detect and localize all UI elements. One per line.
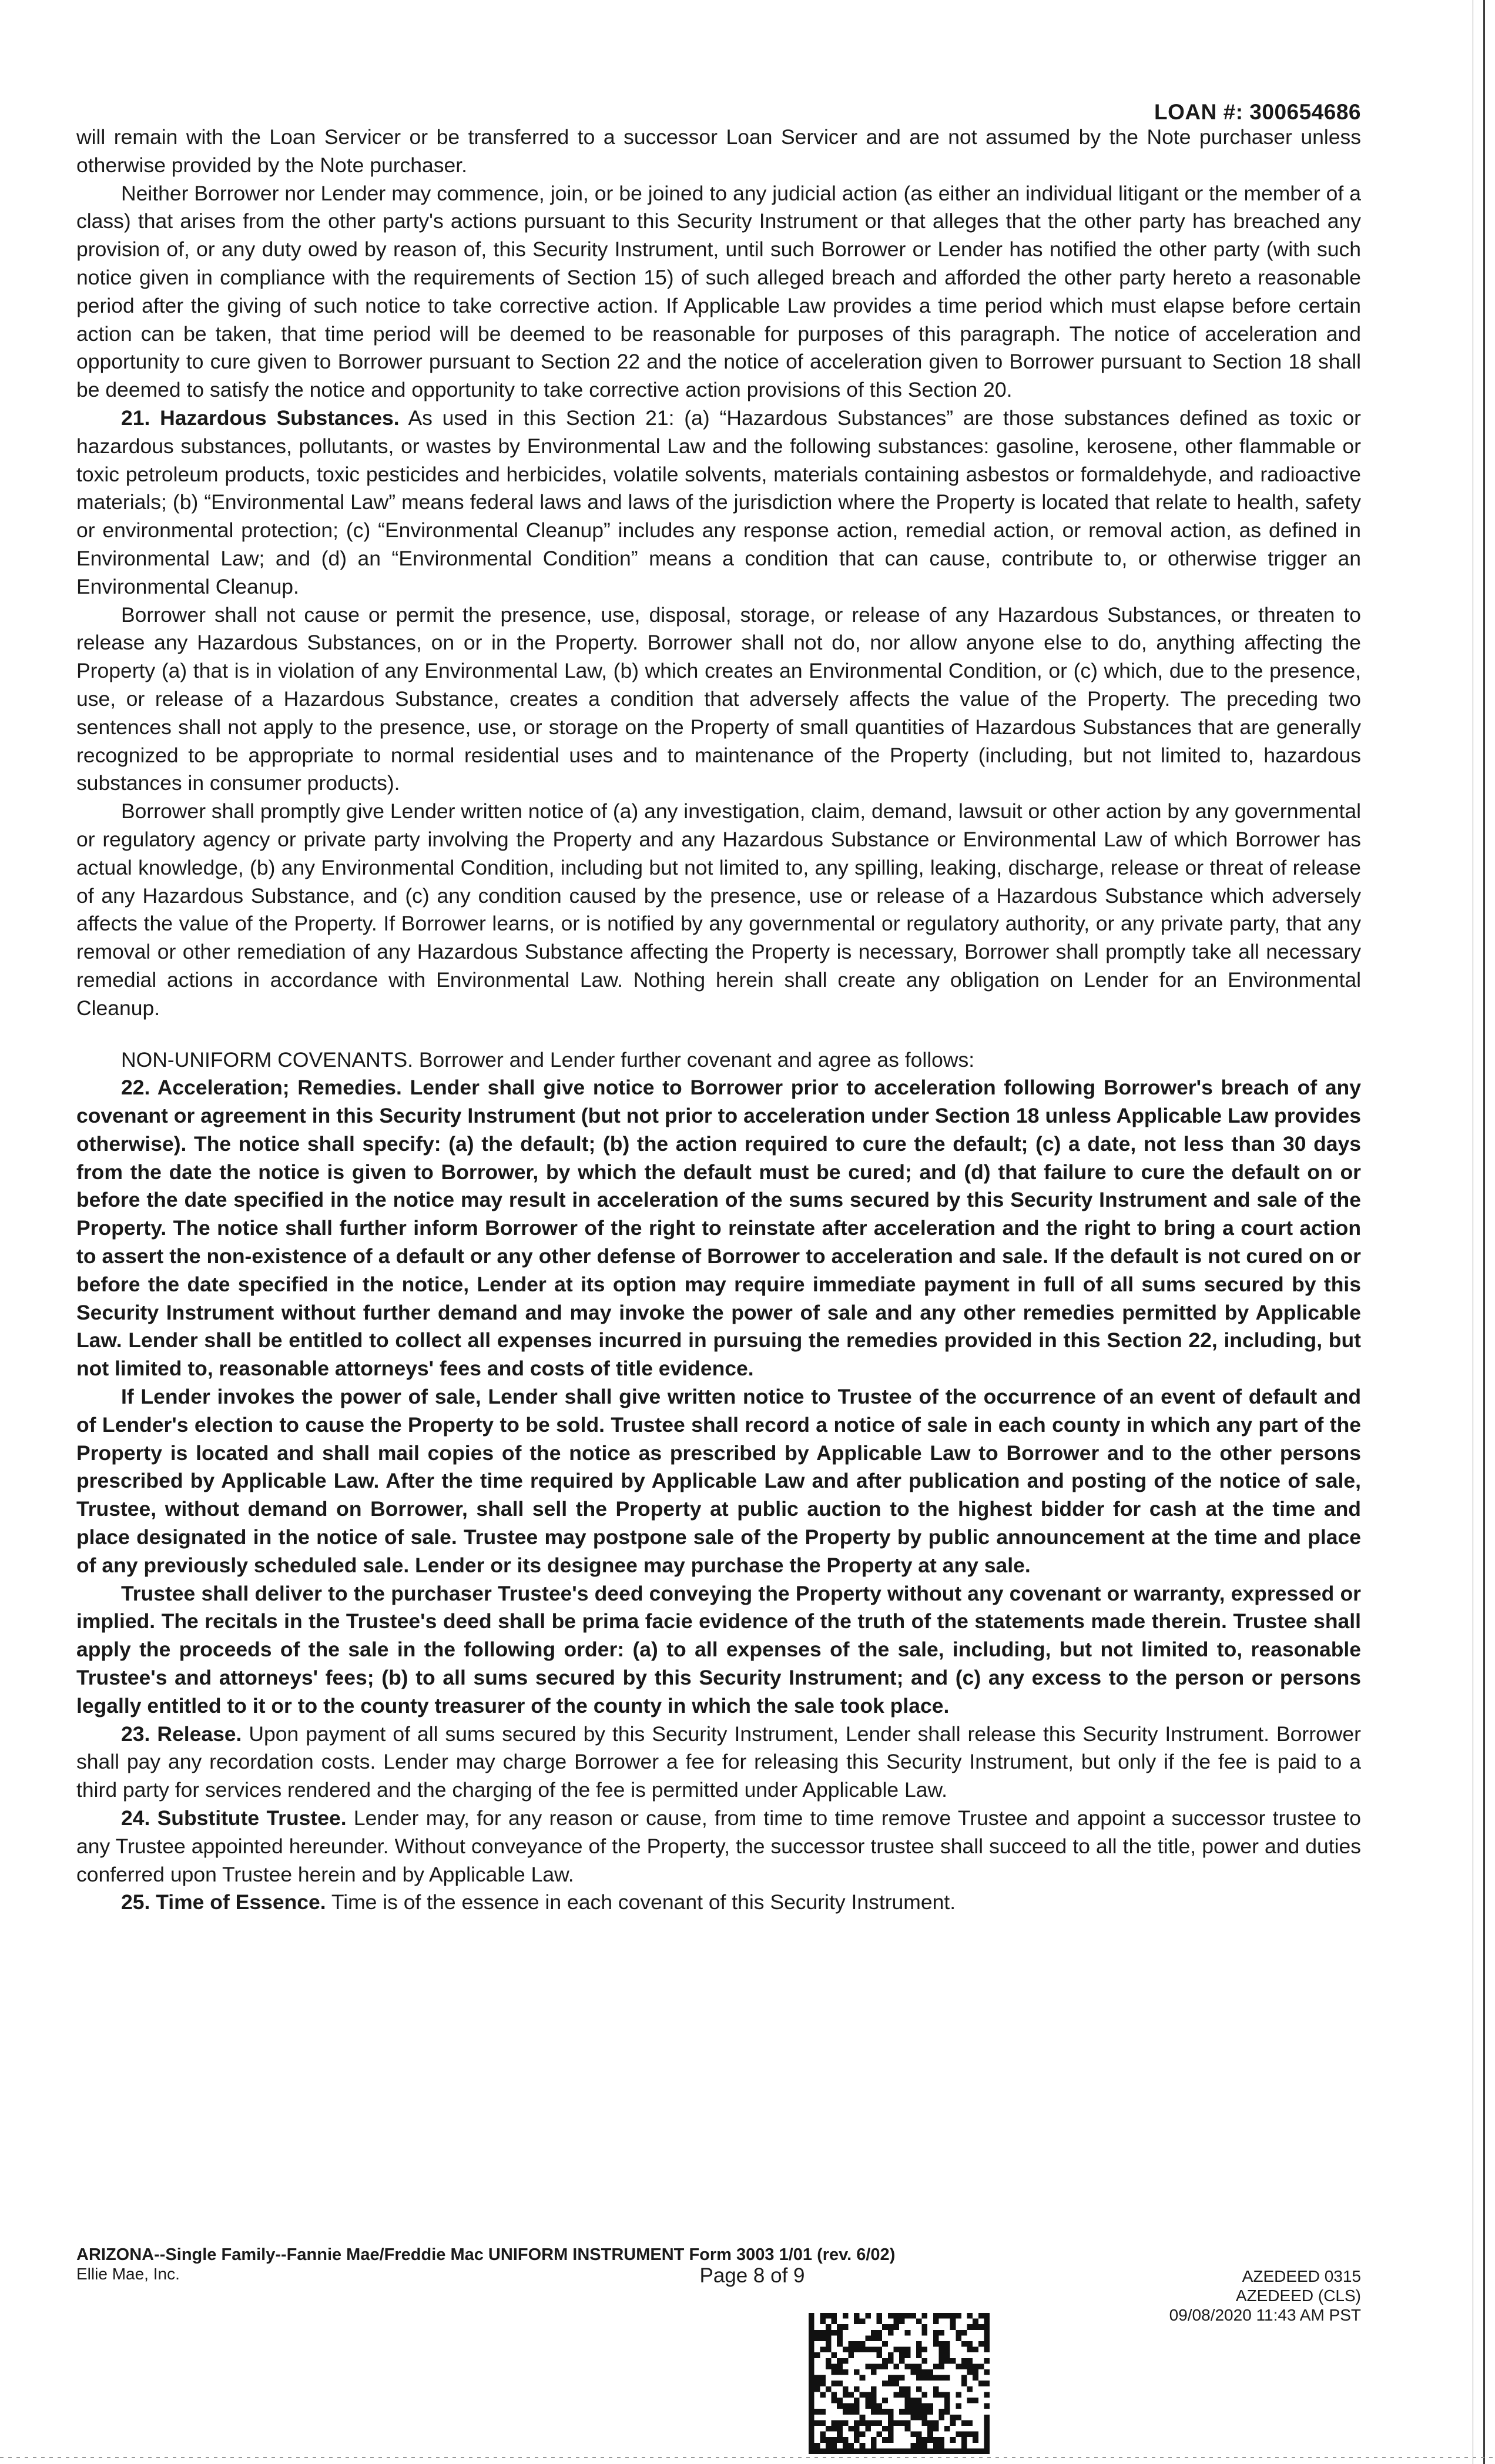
section-24-text: Lender may, for any reason or cause, from time to time remove Trustee and appoint a successor trustee to any Trustee appointed hereunder. Without conveyance of the Property, the successor trustee shall succeed to all the title, power and duties conferred upon Trustee herein and by Applicable Law.	[76, 1806, 1362, 1886]
section-21-text: As used in this Section 21: (a) “Hazardous Substances” are those substances defined as toxic or hazardous substances, pollutants, or wastes by Environmental Law and the following substances: gasoline, kerosene, other flammable or toxic petroleum products, toxic pesticides and herbicides, volatile solvents, materials containing asbestos or formaldehyde, and radioactive materials; (b) “Environmental Law” means federal laws and laws of the jurisdiction where the Property is located that relate to health, safety or environmental protection; (c) “Environmental Cleanup” includes any response action, remedial action, or removal action, as defined in Environmental Law; and (d) an “Environmental Condition” means a condition that can cause, contribute to, or otherwise trigger an Environmental Cleanup.	[76, 406, 1362, 598]
footer-codes	[999, 2267, 1361, 2325]
section-22-power-of-sale: If Lender invokes the power of sale, Lender shall give written notice to Trustee of the occurrence of an event of default and of Lender's election to cause the Property to be sold. Trustee shall record a notice of sale in each county in which any part of the Property is located and shall mail copies of the notice as prescribed by Applicable Law to Borrower and to the other persons prescribed by Applicable Law. After the time required by Applicable Law and after publication and posting of the notice of sale, Trustee, without demand on Borrower, shall sell the Property at public auction to the highest bidder for cash at the time and place designated in the notice of sale. Trustee may postpone sale of the Property by public announcement at the time and place of any previously scheduled sale. Lender or its designee may purchase the Property at any sale.	[76, 1385, 1361, 1577]
2d-barcode-icon	[809, 2313, 990, 2454]
print-timestamp: 09/08/2020 11:43 AM PST	[1169, 2306, 1361, 2324]
non-uniform-covenants: NON-UNIFORM COVENANTS. Borrower and Lender further covenant and agree as follows:	[121, 1047, 975, 1072]
section-23-heading: 23. Release.	[121, 1722, 242, 1746]
section-25-heading: 25. Time of Essence.	[121, 1890, 326, 1914]
section-25	[76, 1889, 1361, 1917]
section-23	[76, 1720, 1361, 1805]
form-title: ARIZONA--Single Family--Fannie Mae/Freddie Mac UNIFORM INSTRUMENT Form 3003 1/01 (rev. 6/02)	[76, 2245, 896, 2264]
section-24	[76, 1805, 1361, 1889]
section-21-paragraph-2: Borrower shall not cause or permit the presence, use, disposal, storage, or release of any Hazardous Substances, or threaten to release any Hazardous Substances, on or in the Property. Borrower shall not do, nor allow anyone else to do, anything affecting the Property (a) that is in violation of any Environmental Law, (b) which creates an Environmental Condition, or (c) which, due to the presence, use, or release of a Hazardous Substance, creates a condition that adversely affects the value of the Property. The preceding two sentences shall not apply to the presence, use, or storage on the Property of small quantities of Hazardous Substances that are generally recognized to be appropriate to normal residential uses and to maintenance of the Property (including, but not limited to, hazardous substances in consumer products).	[76, 602, 1361, 795]
document-body	[76, 123, 1361, 1917]
scan-bottom-edge	[0, 2457, 1495, 2458]
section-22-trustee-deed: Trustee shall deliver to the purchaser Trustee's deed conveying the Property without any covenant or warranty, expressed or implied. The recitals in the Trustee's deed shall be prima facie evidence of the truth of the statements made therein. Trustee shall apply the proceeds of the sale in the following order: (a) to all expenses of the sale, including, but not limited to, reasonable Trustee's and attorneys' fees; (b) to all sums secured by this Security Instrument; and (c) any excess to the person or persons legally entitled to it or to the county treasurer of the county in which the sale took place.	[76, 1581, 1361, 1718]
paragraph-judicial-action: Neither Borrower nor Lender may commence, join, or be joined to any judicial action (as either an individual litigant or the member of a class) that arises from the other party's actions pursuant to this Security Instrument or that alleges that the other party has breached any provision of, or any duty owed by reason of, this Security Instrument, until such Borrower or Lender has notified the other party (with such notice given in compliance with the requirements of Section 15) of such alleged breach and afforded the other party hereto a reasonable period after the giving of such notice to take corrective action. If Applicable Law provides a time period which must elapse before certain action can be taken, that time period will be deemed to be reasonable for purposes of this paragraph. The notice of acceleration and opportunity to cure given to Borrower pursuant to Section 22 and the notice of acceleration given to Borrower pursuant to Section 18 shall be deemed to satisfy the notice and opportunity to take corrective action provisions of this Section 20.	[76, 181, 1361, 402]
section-21	[76, 404, 1361, 601]
page-number: Page 8 of 9	[699, 2264, 805, 2287]
section-22: 22. Acceleration; Remedies. Lender shall give notice to Borrower prior to acceleration following Borrower's breach of any covenant or agreement in this Security Instrument (but not prior to acceleration under Section 18 unless Applicable Law provides otherwise). The notice shall specify: (a) the default; (b) the action required to cure the default; (c) a date, not less than 30 days from the date the notice is given to Borrower, by which the default must be cured; and (d) that failure to cure the default on or before the date specified in the notice may result in acceleration of the sums secured by this Security Instrument and sale of the Property. The notice shall further inform Borrower of the right to reinstate after acceleration and the right to bring a court action to assert the non-existence of a default or any other defense of Borrower to acceleration and sale. If the default is not cured on or before the date specified in the notice, Lender at its option may require immediate payment in full of all sums secured by this Security Instrument without further demand and may invoke the power of sale and any other remedies permitted by Applicable Law. Lender shall be entitled to collect all expenses incurred in pursuing the remedies provided in this Section 22, including, but not limited to, reasonable attorneys' fees and costs of title evidence.	[76, 1076, 1361, 1381]
paragraph-gap	[76, 1023, 1361, 1046]
section-21-paragraph-3: Borrower shall promptly give Lender written notice of (a) any investigation, claim, demand, lawsuit or other action by any governmental or regulatory agency or private party involving the Property and any Hazardous Substance or Environmental Law of which Borrower has actual knowledge, (b) any Environmental Condition, including but not limited to, any spilling, leaking, discharge, release or threat of release of any Hazardous Substance, and (c) any condition caused by the presence, use or release of a Hazardous Substance which adversely affects the value of the Property. If Borrower learns, or is notified by any governmental or regulatory authority, or any private party, that any removal or other remediation of any Hazardous Substance affecting the Property is necessary, Borrower shall promptly take all necessary remedial actions in accordance with Environmental Law. Nothing herein shall create any obligation on Lender for an Environmental Cleanup.	[76, 799, 1361, 1020]
scan-edge-border	[1483, 0, 1485, 2464]
form-code-cls: AZEDEED (CLS)	[1235, 2286, 1361, 2305]
paragraph-continuation: will remain with the Loan Servicer or be transferred to a successor Loan Servicer and are not assumed by the Note purchaser unless otherwise provided by the Note purchaser.	[76, 125, 1361, 177]
section-21-heading: 21. Hazardous Substances.	[121, 406, 400, 430]
form-code: AZEDEED 0315	[1242, 2267, 1361, 2285]
vendor-name: Ellie Mae, Inc.	[76, 2265, 180, 2283]
section-24-heading: 24. Substitute Trustee.	[121, 1806, 347, 1830]
section-23-text: Upon payment of all sums secured by this Security Instrument, Lender shall release this Security Instrument. Borrower shall pay any recordation costs. Lender may charge Borrower a fee for releasing this Security Instrument, but only if the fee is paid to a third party for services rendered and the charging of the fee is permitted under Applicable Law.	[76, 1722, 1361, 1802]
loan-number: LOAN #: 300654686	[1154, 100, 1361, 124]
section-25-text: Time is of the essence in each covenant of this Security Instrument.	[326, 1890, 956, 1914]
